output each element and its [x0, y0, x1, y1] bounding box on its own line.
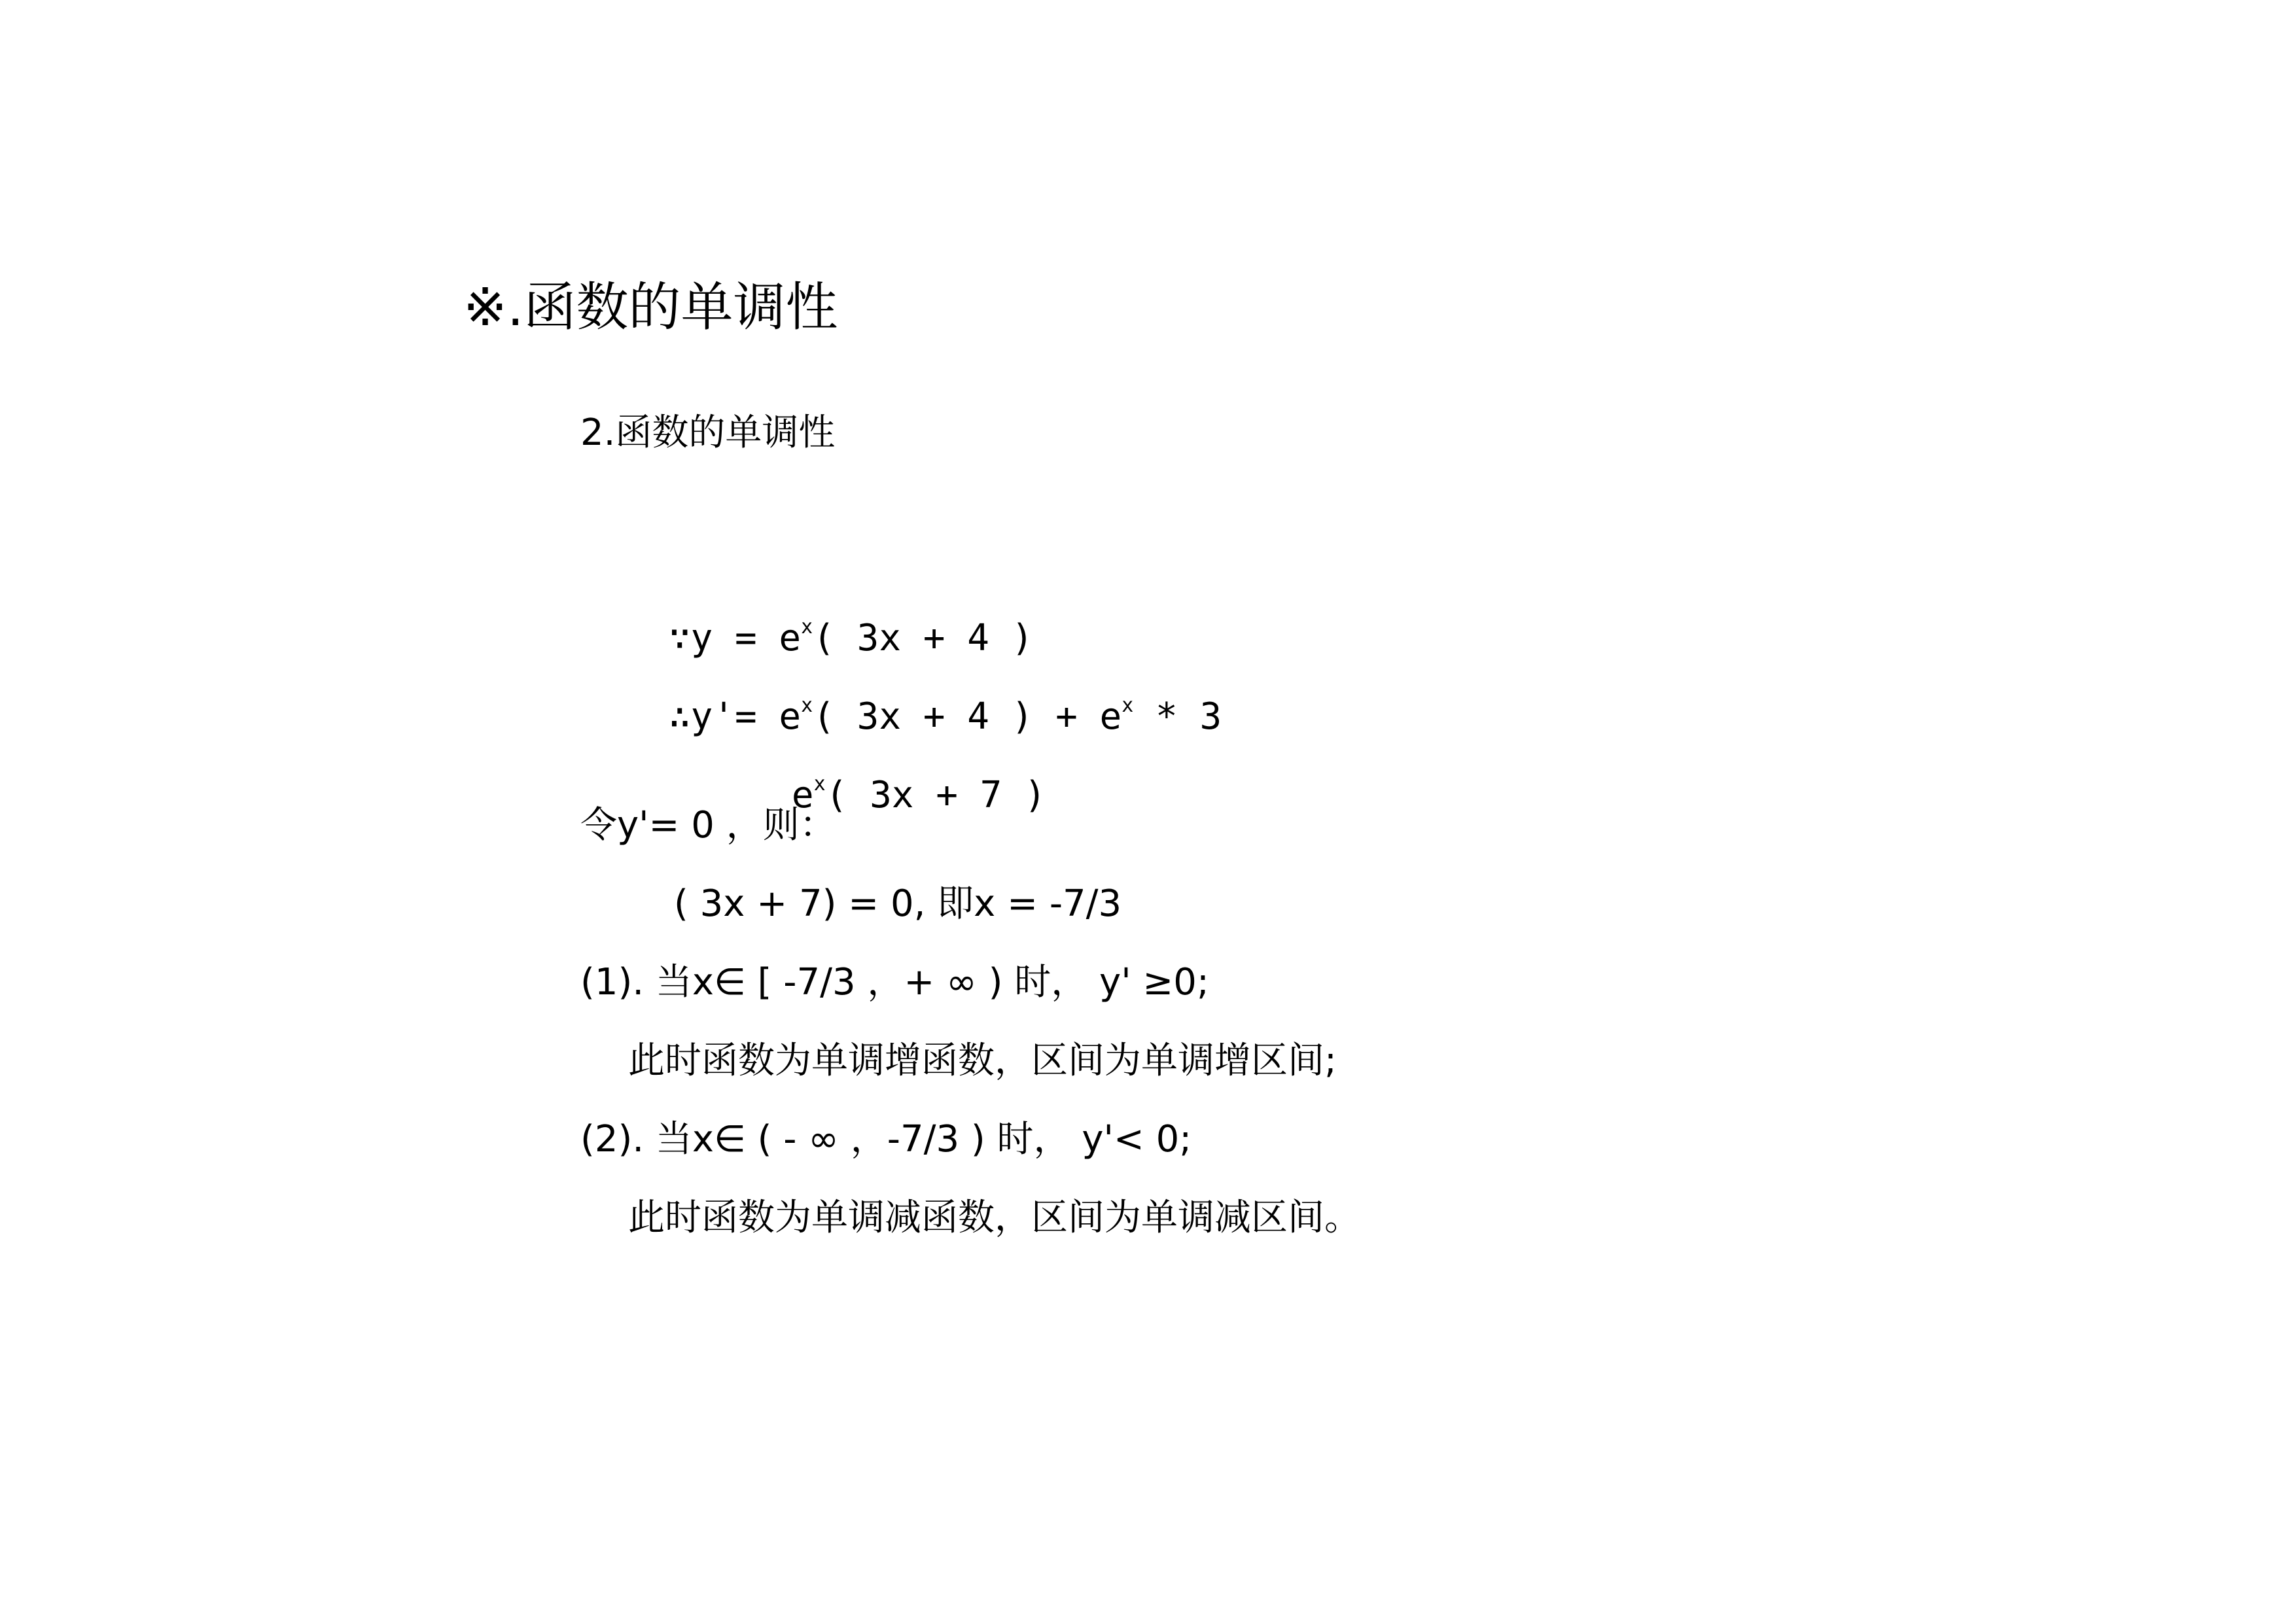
case-1-conclusion: 此时函数为单调增函数，区间为单调增区间; — [628, 1039, 1337, 1082]
case-1-condition: (1). 当x∈ [ -7/3 ，+ ∞ ) 时， y' ≥0; — [580, 961, 1209, 1003]
exponent: x — [801, 616, 813, 639]
equation-text: ( 3x + 4 ) + e — [813, 695, 1122, 738]
equation-text: ∵y = e — [668, 617, 802, 659]
exponent: x — [1122, 694, 1134, 718]
case-2-conclusion: 此时函数为单调减函数，区间为单调减区间。 — [628, 1196, 1361, 1239]
equation-text: ( 3x + 7 ) — [825, 774, 1046, 816]
case-2-condition: (2). 当x∈ ( - ∞ ，-7/3 ) 时， y'< 0; — [580, 1118, 1192, 1161]
exponent: x — [813, 773, 826, 796]
equation-text: * 3 — [1133, 695, 1222, 738]
equation-text: ∴y'= e — [668, 695, 802, 738]
section-subtitle: 2.函数的单调性 — [580, 411, 836, 454]
equation-line-4: 令y'= 0 ，则： — [580, 804, 836, 846]
page-title: ※.函数的单调性 — [463, 277, 838, 338]
equation-text: ( 3x + 4 ) — [813, 617, 1034, 659]
exponent: x — [801, 694, 813, 718]
equation-line-5: ( 3x + 7) = 0, 即x = -7/3 — [674, 882, 1122, 925]
equation-text: e — [791, 774, 814, 816]
